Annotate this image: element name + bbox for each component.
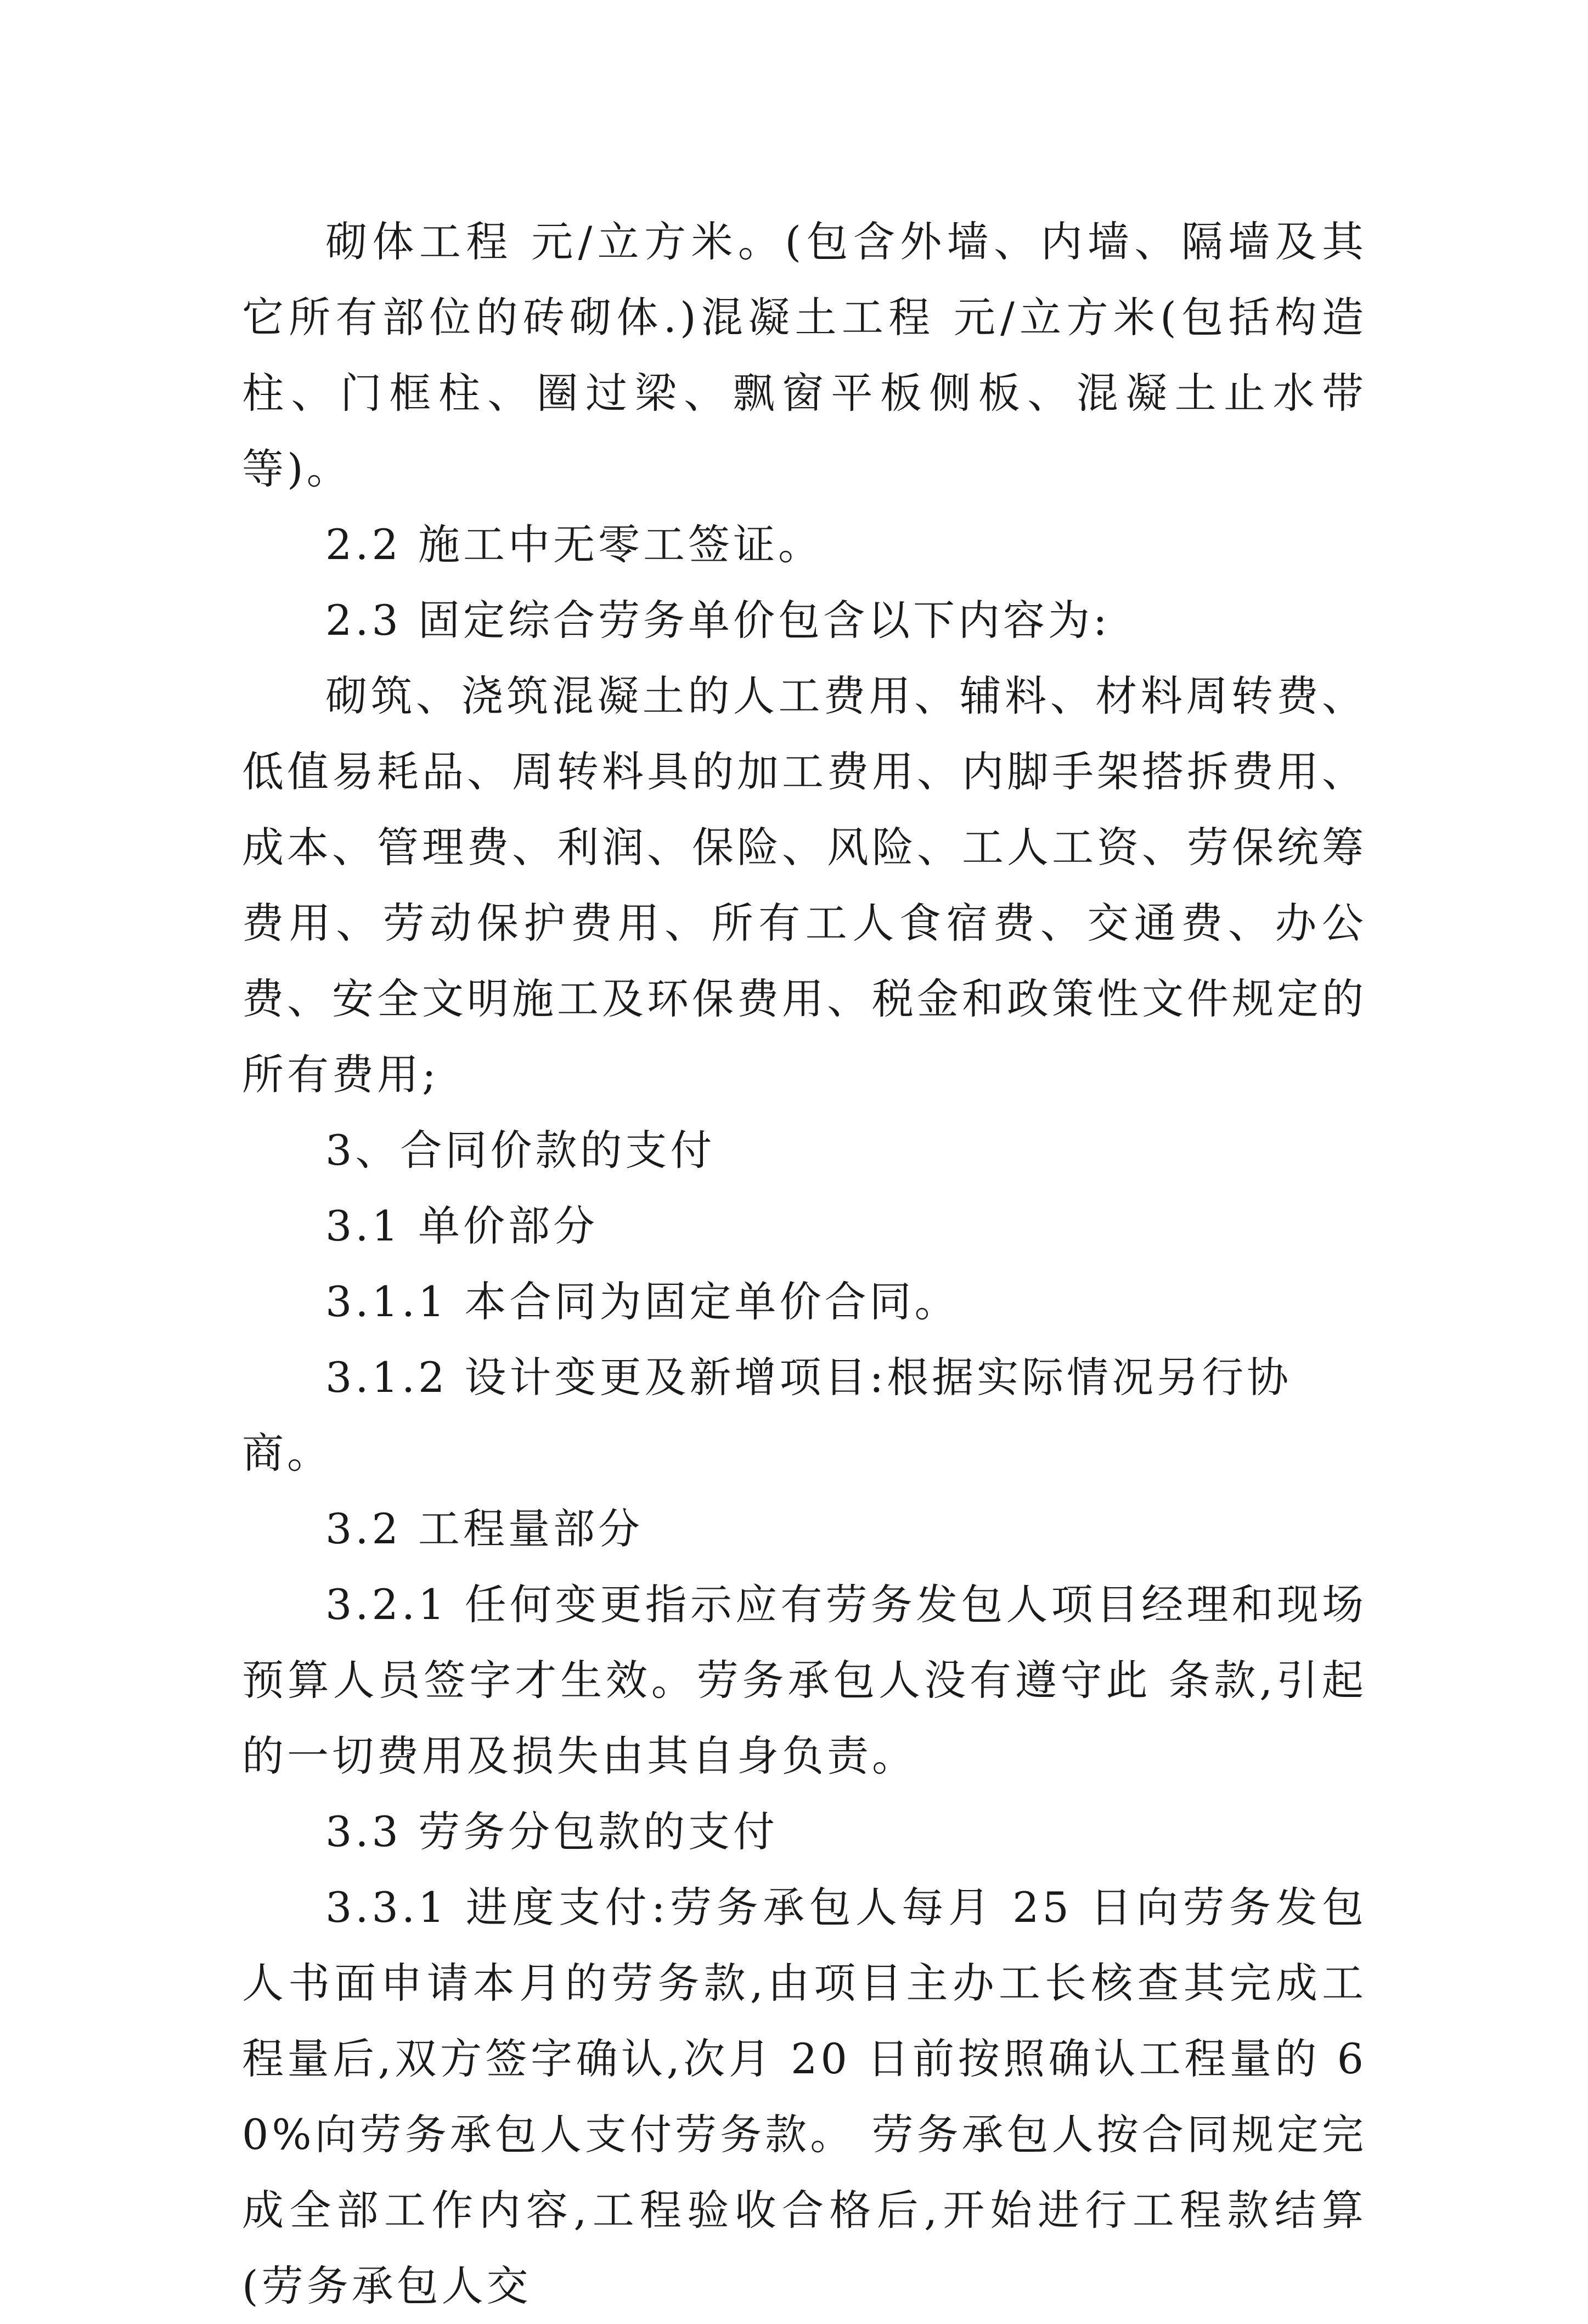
heading-3-2: 3.2 工程量部分 xyxy=(325,1504,644,1553)
contract-text xyxy=(242,204,1367,2324)
heading-3-3: 3.3 劳务分包款的支付 xyxy=(325,1807,779,1856)
paragraph-2-3: 2.3 固定综合劳务单价包含以下内容为: xyxy=(325,596,1111,645)
paragraph-3-3-1: 3.3.1 进度支付:劳务承包人每月 25 日向劳务发包人书面申请本月的劳务款,由项目主办工长核查其完成工程量后,双方签字确认,次月 20 日前按照确认工程量的 60%向劳务承包人支付劳务款。 劳务承包人按合同规定完成全部工作内容,工程验收合格后,开始进行工程款结算(劳务承包人交 xyxy=(242,1883,1367,2310)
paragraph-3-2-1: 3.2.1 任何变更指示应有劳务发包人项目经理和现场预算人员签字才生效。劳务承包人没有遵守此 条款,引起的一切费用及损失由其自身负责。 xyxy=(242,1580,1367,1780)
heading-3-1: 3.1 单价部分 xyxy=(325,1202,599,1250)
paragraph-3-1-1: 3.1.1 本合同为固定单价合同。 xyxy=(325,1277,960,1326)
paragraph-masonry-pricing: 砌体工程 元/立方米。(包含外墙、内墙、隔墙及其它所有部位的砖砌体.)混凝土工程 元/立方米(包括构造柱、门框柱、圈过梁、飘窗平板侧板、混凝土止水带等)。 xyxy=(242,217,1367,493)
paragraph-3-1-2: 3.1.2 设计变更及新增项目:根据实际情况另行协商。 xyxy=(242,1353,1292,1477)
paragraph-2-2: 2.2 施工中无零工签证。 xyxy=(325,520,824,569)
paragraph-cost-items: 砌筑、浇筑混凝土的人工费用、辅料、材料周转费、低值易耗品、周转料具的加工费用、内脚手架搭拆费用、成本、管理费、利润、保险、风险、工人工资、劳保统筹费用、劳动保护费用、所有工人食宿费、交通费、办公费、安全文明施工及环保费用、税金和政策性文件规定的所有费用; xyxy=(242,672,1367,1099)
heading-3-payment: 3、合同价款的支付 xyxy=(325,1126,716,1175)
